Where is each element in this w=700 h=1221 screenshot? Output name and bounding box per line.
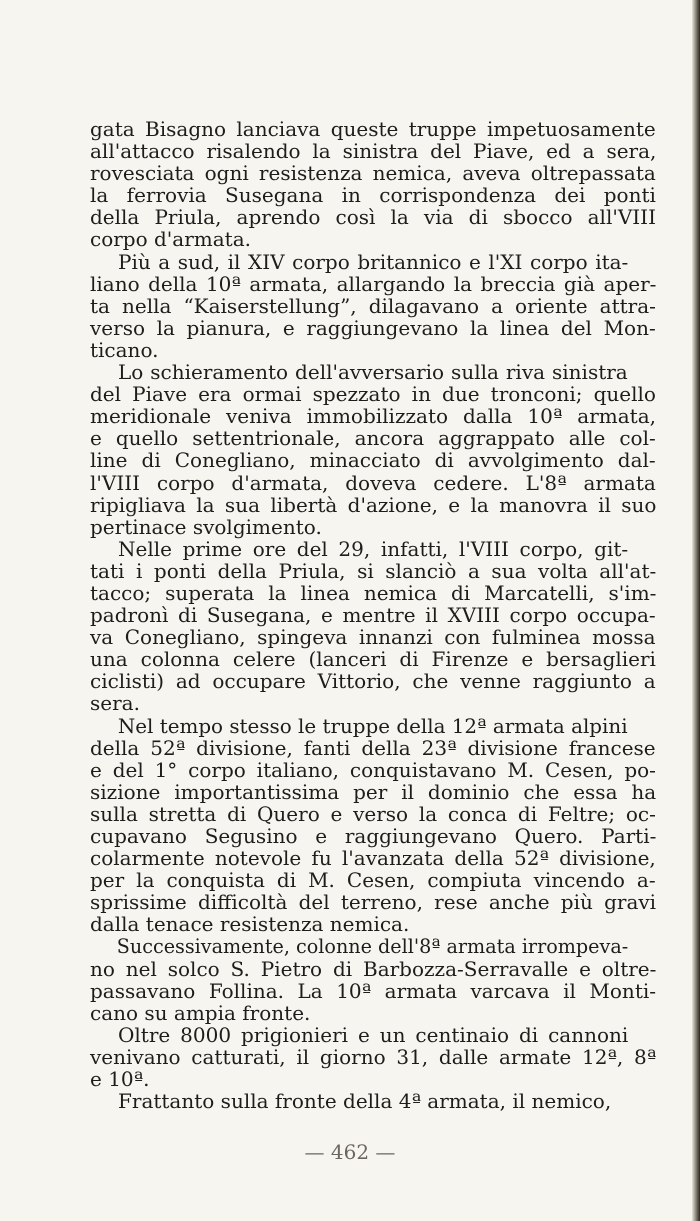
- text-line: Oltre 8000 prigionieri e un centinaio di cannoni: [118, 1022, 629, 1047]
- paragraph: [90, 118, 656, 251]
- text-line: liano della 10ª armata, allargando la breccia già aper-: [90, 271, 657, 296]
- paragraph: [90, 935, 656, 1023]
- text-line: l'VIII corpo d'armata, doveva cedere. L'8ª armata: [90, 470, 656, 495]
- text-line: Frattanto sulla fronte della 4ª armata, il nemico,: [118, 1089, 612, 1114]
- text-line: ta nella “Kaiserstellung”, dilagavano a oriente attra-: [90, 293, 656, 318]
- text-line: Lo schieramento dell'avversario sulla riva sinistra: [118, 360, 628, 385]
- paragraph: [90, 251, 656, 361]
- text-line: Più a sud, il XIV corpo britannico e l'XI corpo ita-: [118, 249, 629, 274]
- text-line: sprissime difficoltà del terreno, rese anche più gravi: [90, 890, 657, 915]
- text-line: cupavano Segusino e raggiungevano Quero. Parti-: [90, 824, 657, 848]
- text-line: ripigliava la sua libertà d'azione, e la manovra il suo: [90, 492, 657, 517]
- text-line: gata Bisagno lanciava queste truppe impetuosamente: [90, 117, 656, 141]
- text-line: della 52ª divisione, fanti della 23ª divisione francese: [90, 735, 656, 760]
- text-line: sera.: [90, 691, 140, 716]
- text-line: meridionale veniva immobilizzato dalla 10ª armata,: [90, 404, 656, 429]
- text-line: tacco; superata la linea nemica di Marcatelli, s'im-: [90, 580, 657, 605]
- paragraph: [90, 361, 656, 538]
- text-line: no nel solco S. Pietro di Barbozza-Serravalle e oltre-: [90, 956, 657, 981]
- text-line: e 10ª.: [90, 1067, 150, 1092]
- paragraph: [90, 538, 656, 715]
- text-line: colarmente notevole fu l'avanzata della 52ª divisione,: [90, 846, 656, 871]
- text-line: e del 1° corpo italiano, conquistavano M. Cesen, po-: [90, 757, 656, 782]
- text-line: pertinace svolgimento.: [90, 514, 322, 539]
- text-line: sulla stretta di Quero e verso la conca di Feltre; oc-: [90, 801, 656, 826]
- text-line: passavano Follina. La 10ª armata varcava il Monti-: [90, 978, 657, 1003]
- page-number: — 462 —: [304, 1140, 396, 1164]
- text-line: padronì di Susegana, e mentre il XVIII corpo occupa-: [90, 603, 656, 628]
- text-line: cano su ampia fronte.: [90, 1000, 311, 1025]
- text-line: va Conegliano, spingeva innanzi con fulminea mossa: [90, 625, 656, 650]
- text-line: ciclisti) ad occupare Vittorio, che venne raggiunto a: [90, 669, 656, 694]
- text-line: Nelle prime ore del 29, infatti, l'VIII corpo, git-: [118, 536, 629, 561]
- page-edge-shadow: [692, 0, 700, 1221]
- paragraph: [90, 1024, 656, 1090]
- text-line: e quello settentrionale, ancora aggrappato alle col-: [90, 426, 656, 451]
- text-line: la ferrovia Susegana in corrispondenza dei ponti: [90, 183, 656, 208]
- text-line: della Priula, aprendo così la via di sbocco all'VIII: [90, 205, 656, 230]
- body-text: [90, 118, 656, 1112]
- text-line: del Piave era ormai spezzato in due tronconi; quello: [90, 382, 656, 407]
- text-line: corpo d'armata.: [90, 227, 251, 252]
- text-line: Nel tempo stesso le truppe della 12ª armata alpini: [117, 713, 628, 738]
- text-line: Successivamente, colonne dell'8ª armata irrompeva-: [116, 934, 629, 959]
- text-line: sizione importantissima per il dominio che essa ha: [90, 779, 657, 804]
- text-line: rovesciata ogni resistenza nemica, aveva oltrepassata: [90, 161, 656, 186]
- text-line: venivano catturati, il giorno 31, dalle armate 12ª, 8ª: [90, 1044, 657, 1069]
- text-line: tati i ponti della Priula, si slanciò a sua volta all'at-: [90, 558, 657, 583]
- text-line: all'attacco risalendo la sinistra del Piave, ed a sera,: [90, 139, 657, 164]
- text-line: ticano.: [90, 337, 159, 362]
- text-line: per la conquista di M. Cesen, compiuta vincendo a-: [90, 868, 656, 893]
- text-line: una colonna celere (lanceri di Firenze e bersaglieri: [90, 647, 656, 672]
- text-line: verso la pianura, e raggiungevano la linea del Mon-: [90, 315, 656, 340]
- text-line: line di Conegliano, minacciato di avvolgimento dal-: [90, 448, 656, 473]
- paragraph: [90, 715, 656, 936]
- paragraph: [90, 1090, 656, 1112]
- text-line: dalla tenace resistenza nemica.: [90, 912, 410, 937]
